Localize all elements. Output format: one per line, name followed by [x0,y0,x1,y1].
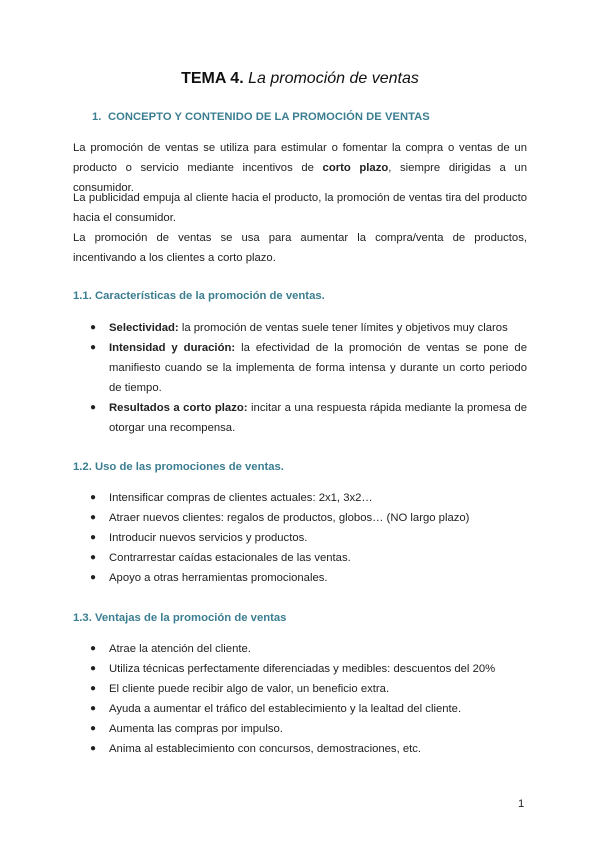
page-title [0,70,600,88]
bullet-icon: ● [90,532,97,543]
list-item-term: Intensidad y duración: [109,342,236,354]
list-item-text: la promoción de ventas suele tener límites y objetivos muy claros [178,322,508,334]
title-topic-name: La promoción de ventas [248,70,419,87]
section-1-title: CONCEPTO Y CONTENIDO DE LA PROMOCIÓN DE VENTAS [108,111,430,123]
list-item [73,639,527,659]
bullet-icon: ● [90,552,97,563]
list-item [73,739,527,759]
bullet-icon: ● [90,512,97,523]
list-item [73,719,527,739]
list-item [73,659,527,679]
paragraph-advertising-vs-promotion: La publicidad empuja al cliente hacia el producto, la promoción de ventas tira del producto hacia el consumidor. [73,192,527,224]
bullet-icon: ● [90,703,97,714]
list-item-text: Atrae la atención del cliente. [109,643,251,655]
list-item [73,568,527,588]
list-item [73,528,527,548]
paragraph-definition-bold: corto plazo [322,162,389,174]
list-item [73,699,527,719]
bullet-icon: ● [90,572,97,583]
title-topic-number: TEMA 4. [181,70,244,87]
list-item-term: Resultados a corto plazo: [109,402,248,414]
list-item-term: Selectividad: [109,322,179,334]
bullet-icon: ● [90,402,97,413]
uses-list [73,488,527,588]
bullet-icon: ● [90,683,97,694]
list-item-text: Ayuda a aumentar el tráfico del establecimiento y la lealtad del cliente. [109,703,462,715]
list-item-text: Contrarrestar caídas estacionales de las ventas. [109,552,351,564]
bullet-icon: ● [90,342,97,353]
subsection-1-2-heading: 1.2. Uso de las promociones de ventas. [73,461,284,473]
list-item-text: la efectividad de la promoción de ventas se pone de manifiesto cuando se la implementa de forma intensa y durante un corto periodo de tiempo. [109,342,527,394]
list-item [73,338,527,398]
list-item-text: Utiliza técnicas perfectamente diferenciadas y medibles: descuentos del 20% [109,663,496,675]
paragraph-definition-end: , siempre dirigidas a un consumidor. [73,162,527,194]
page-number: 1 [518,798,525,810]
subsection-1-3-heading: 1.3. Ventajas de la promoción de ventas [73,612,287,624]
advantages-list [73,639,527,759]
subsection-1-1-heading: 1.1. Características de la promoción de ventas. [73,290,325,302]
paragraph-definition-start: La promoción de ventas se utiliza para estimular o fomentar la compra o ventas de un producto o servicio mediante incentivos de [73,142,527,174]
list-item-text: Intensificar compras de clientes actuales: 2x1, 3x2… [109,492,373,504]
list-item [73,679,527,699]
list-item [73,318,527,338]
bullet-icon: ● [90,663,97,674]
list-item [73,548,527,568]
list-item-text: Anima al establecimiento con concursos, demostraciones, etc. [109,743,422,755]
list-item [73,508,527,528]
section-1-number: 1. [92,111,102,123]
bullet-icon: ● [90,743,97,754]
bullet-icon: ● [90,643,97,654]
list-item-text: Aumenta las compras por impulso. [109,723,283,735]
paragraph-promotion-use: La promoción de ventas se usa para aumentar la compra/venta de productos, incentivando a los clientes a corto plazo. [73,232,527,264]
characteristics-list [73,318,527,438]
list-item-text: Apoyo a otras herramientas promocionales. [109,572,328,584]
list-item [73,488,527,508]
list-item-text: Introducir nuevos servicios y productos. [109,532,308,544]
list-item [73,398,527,438]
bullet-icon: ● [90,322,97,333]
list-item-text: incitar a una respuesta rápida mediante la promesa de otorgar una recompensa. [109,402,528,434]
bullet-icon: ● [90,492,97,503]
list-item-text: El cliente puede recibir algo de valor, un beneficio extra. [109,683,390,695]
list-item-text: Atraer nuevos clientes: regalos de productos, globos… (NO largo plazo) [109,512,470,524]
bullet-icon: ● [90,723,97,734]
